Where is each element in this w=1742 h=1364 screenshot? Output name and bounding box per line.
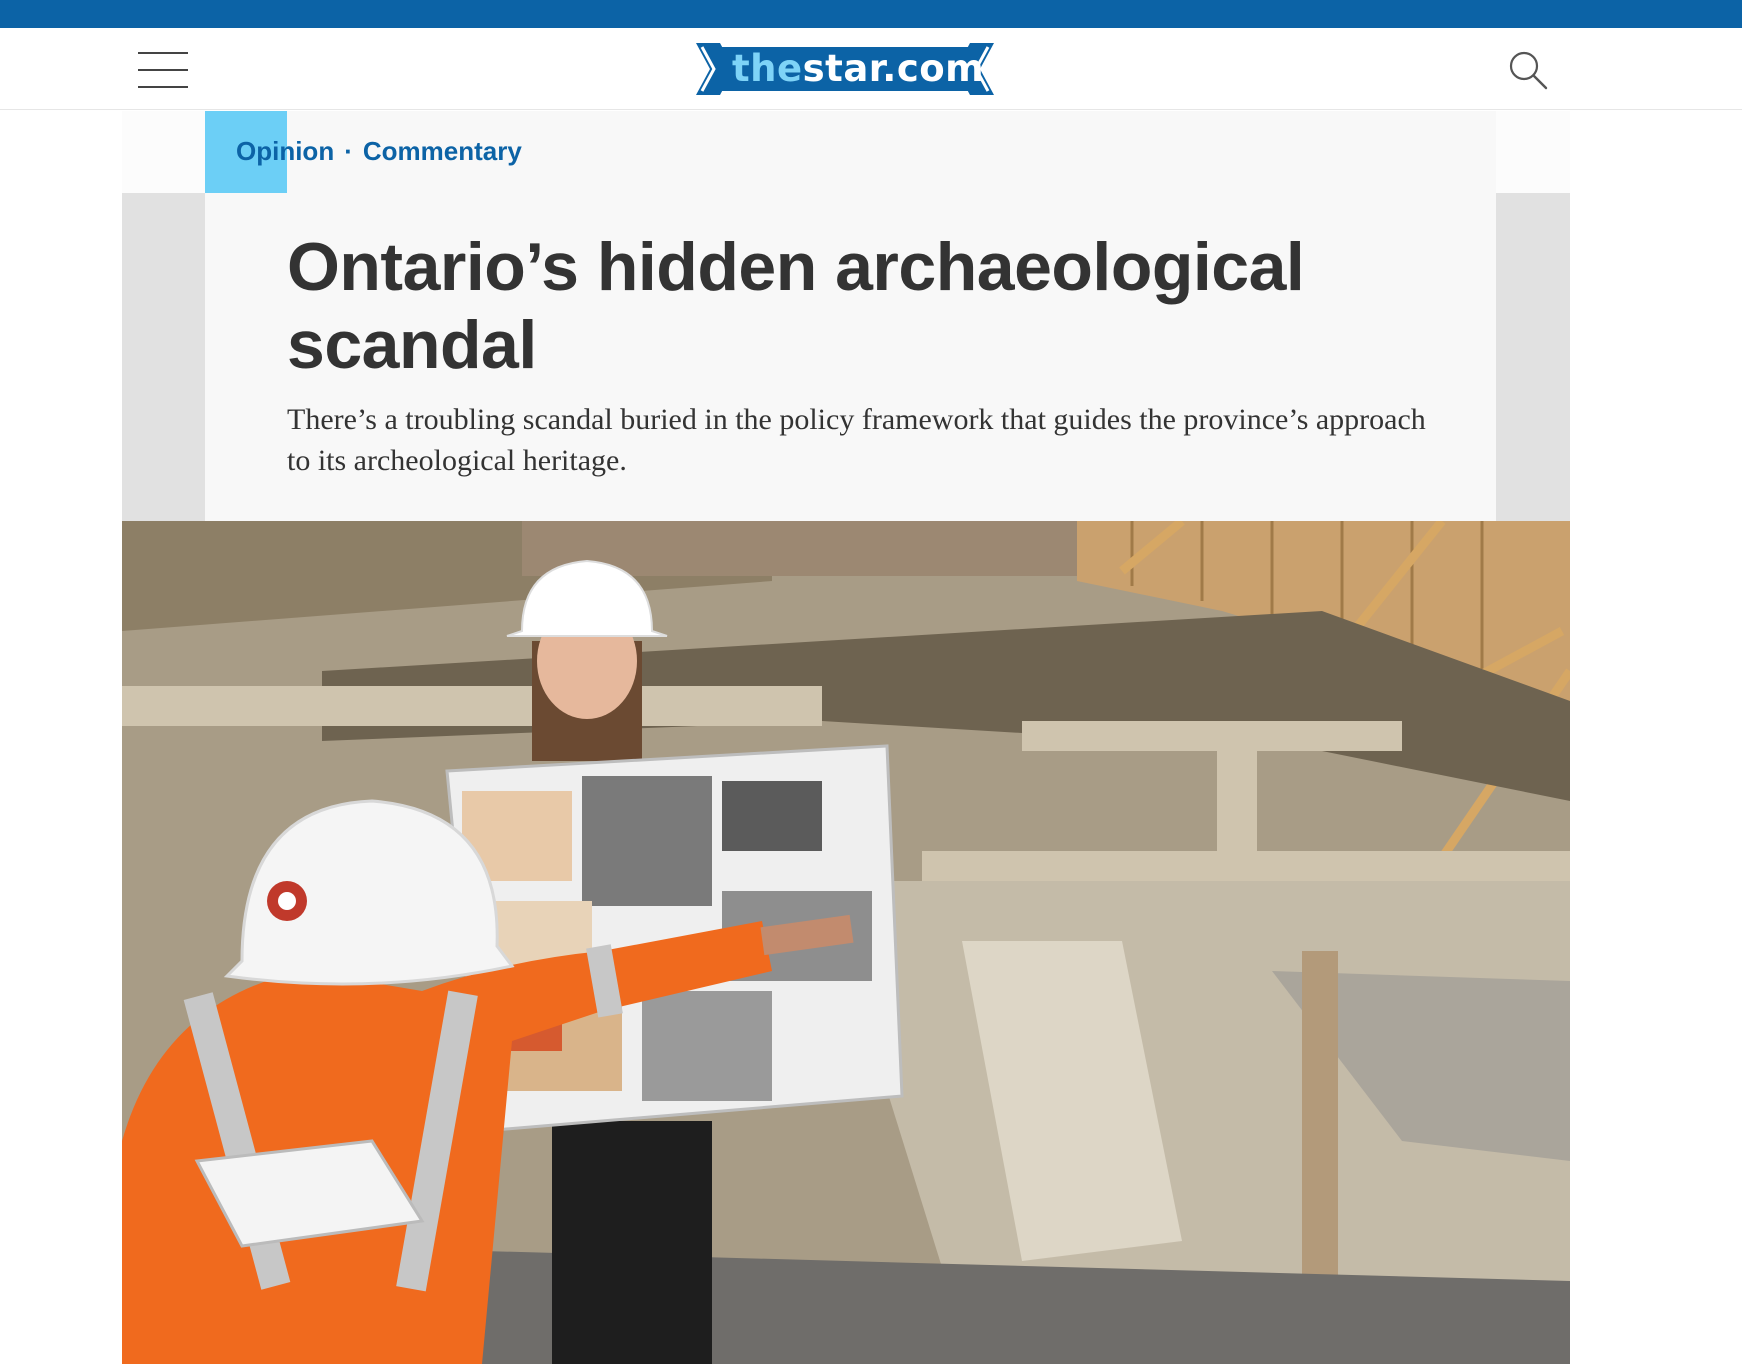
search-icon[interactable] (1506, 48, 1550, 92)
article-dek: There’s a troubling scandal buried in the policy framework that guides the province’s approach to its archeological heritage. (287, 403, 1426, 477)
hero-photo (122, 521, 1570, 1364)
logo-suffix: star.com (802, 47, 985, 90)
breadcrumb-subsection-link[interactable]: Commentary (362, 136, 522, 166)
top-brand-stripe (0, 0, 1742, 28)
breadcrumb-section-link[interactable]: Opinion (236, 136, 335, 166)
breadcrumb-separator: · (344, 136, 353, 166)
breadcrumb (236, 133, 522, 169)
site-logo[interactable] (690, 43, 1000, 95)
masthead (0, 28, 1742, 110)
logo-prefix: the (732, 47, 803, 90)
logo-wordmark (732, 47, 985, 91)
article-headline: Ontario’s hidden archaeological scandal (287, 229, 1305, 383)
hamburger-menu-icon[interactable] (138, 50, 188, 90)
